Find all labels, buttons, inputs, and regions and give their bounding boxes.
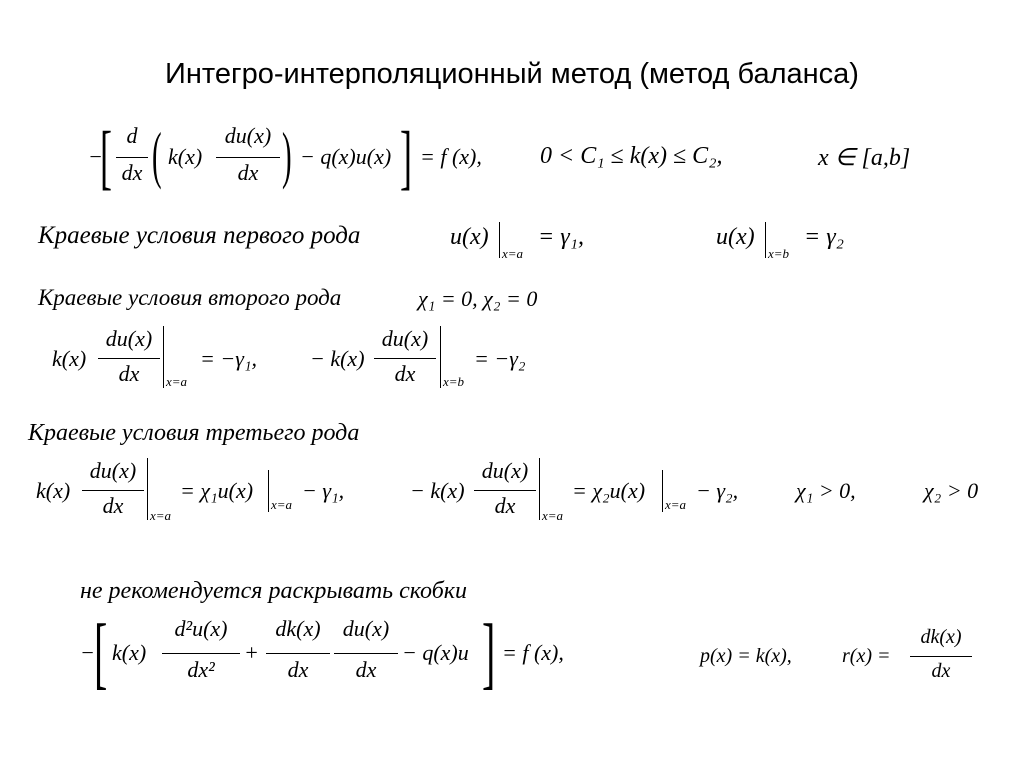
bc2-left-bar bbox=[163, 326, 164, 388]
eq2-minus: − bbox=[80, 640, 95, 665]
eq2-dk-den: dx bbox=[287, 657, 309, 682]
bc1-right-expr: u(x) bbox=[716, 224, 755, 250]
bc2-left-sub: x=a bbox=[166, 374, 188, 389]
bc1-left-rhs: = γ₁, bbox=[538, 224, 584, 250]
note-text: не рекомендуется раскрывать скобки bbox=[80, 578, 468, 604]
bc3-right-bar bbox=[539, 458, 540, 520]
bc1-right-bar bbox=[765, 222, 766, 258]
bc2-right-num: du(x) bbox=[381, 326, 429, 351]
eq2-dk-num: dk(x) bbox=[275, 616, 321, 641]
bc3-right-tail: − γ₂, bbox=[696, 478, 739, 503]
bc3-cond1: χ₁ > 0, bbox=[796, 478, 856, 503]
eq1-paren-right: ) bbox=[282, 119, 292, 190]
bc2-right-sub: x=b bbox=[443, 374, 465, 389]
eq1-minus: − bbox=[88, 144, 103, 169]
bc3-left-num: du(x) bbox=[89, 458, 137, 483]
bc3-right-line bbox=[474, 490, 536, 491]
eq1-du-line bbox=[216, 157, 280, 158]
eq2-d2-line bbox=[162, 653, 240, 654]
eq2-dk-line bbox=[266, 653, 330, 654]
eq2-bracket-right: ] bbox=[482, 609, 496, 697]
eq1-bounds: 0 < C₁ ≤ k(x) ≤ C₂, bbox=[540, 143, 723, 169]
eq2-du-line bbox=[334, 653, 398, 654]
bc3-right-den: dx bbox=[494, 493, 516, 518]
eq1-k: k(x) bbox=[168, 144, 203, 169]
eq1-du-den: dx bbox=[237, 160, 259, 185]
bc2-right-line bbox=[374, 358, 436, 359]
bc2-gammas: χ₁ = 0, χ₂ = 0 bbox=[418, 286, 538, 311]
eq2-p-def: p(x) = k(x), bbox=[700, 645, 792, 667]
bc2-left-line bbox=[98, 358, 160, 359]
eq1-rhs: = f (x), bbox=[420, 144, 482, 169]
eq1-paren-left: ( bbox=[152, 119, 162, 190]
eq2-r-line bbox=[910, 656, 972, 657]
bc1-right-sub: x=b bbox=[768, 246, 790, 261]
eq1-rest: − q(x)u(x) bbox=[300, 144, 392, 169]
bc3-right-k: − k(x) bbox=[410, 478, 465, 503]
bc3-left-tail: − γ₁, bbox=[302, 478, 345, 503]
bc2-right-bar bbox=[440, 326, 441, 388]
bc3-left-line bbox=[82, 490, 144, 491]
eq2-plus: + bbox=[244, 640, 259, 665]
eq2-d2-den: dx² bbox=[187, 657, 215, 682]
bc2-right-k: − k(x) bbox=[310, 346, 365, 371]
bc3-right-bar2 bbox=[662, 470, 663, 512]
bc3-right-sub2: x=a bbox=[665, 497, 687, 512]
bc1-left-bar bbox=[499, 222, 500, 258]
bc2-label: Краевые условия второго рода bbox=[38, 285, 342, 310]
bc3-left-bar bbox=[147, 458, 148, 520]
bc3-left-den: dx bbox=[102, 493, 124, 518]
bc1-left-sub: x=a bbox=[502, 246, 524, 261]
bc2-right-rhs: = −γ₂ bbox=[474, 346, 526, 371]
eq1-d-den: dx bbox=[121, 160, 143, 185]
eq2-bracket-left: [ bbox=[94, 609, 108, 697]
bc2-left-rhs: = −γ₁, bbox=[200, 346, 258, 371]
bc1-right-rhs: = γ₂ bbox=[804, 224, 844, 250]
bc2-left-num: du(x) bbox=[105, 326, 153, 351]
eq2-r-lhs: r(x) = bbox=[842, 645, 891, 667]
bc3-label: Краевые условия третьего рода bbox=[28, 420, 360, 446]
eq2-d2-num: d²u(x) bbox=[174, 616, 228, 641]
bc3-left-rhs: = χ₁u(x) bbox=[180, 478, 254, 503]
eq1-d-num: d bbox=[126, 123, 138, 148]
page-title: Интегро-интерполяционный метод (метод баланса) bbox=[165, 58, 859, 90]
eq2-k: k(x) bbox=[112, 640, 147, 665]
bc3-left-k: k(x) bbox=[36, 478, 71, 503]
eq1-bracket-left: [ bbox=[100, 117, 112, 197]
bc3-cond2: χ₂ > 0 bbox=[924, 478, 979, 503]
bc3-left-sub2: x=a bbox=[271, 497, 293, 512]
eq1-du-num: du(x) bbox=[224, 123, 272, 148]
bc3-left-sub: x=a bbox=[150, 508, 172, 523]
bc2-left-k: k(x) bbox=[52, 346, 87, 371]
eq2-du-num: du(x) bbox=[342, 616, 390, 641]
eq2-rhs: = f (x), bbox=[502, 640, 564, 665]
bc1-left-expr: u(x) bbox=[450, 224, 489, 250]
eq2-rest: − q(x)u bbox=[402, 640, 469, 665]
bc2-right-den: dx bbox=[394, 361, 416, 386]
eq2-du-den: dx bbox=[355, 657, 377, 682]
eq2-r-num: dk(x) bbox=[920, 626, 962, 648]
eq1-d-line bbox=[116, 157, 148, 158]
bc2-left-den: dx bbox=[118, 361, 140, 386]
eq2-r-den: dx bbox=[931, 660, 951, 682]
bc3-right-num: du(x) bbox=[481, 458, 529, 483]
bc3-right-sub: x=a bbox=[542, 508, 564, 523]
eq1-bracket-right: ] bbox=[400, 117, 412, 197]
bc3-left-bar2 bbox=[268, 470, 269, 512]
bc3-right-rhs: = χ₂u(x) bbox=[572, 478, 646, 503]
eq1-domain: x ∈ [a,b] bbox=[818, 145, 911, 171]
bc1-label: Краевые условия первого рода bbox=[38, 222, 361, 249]
